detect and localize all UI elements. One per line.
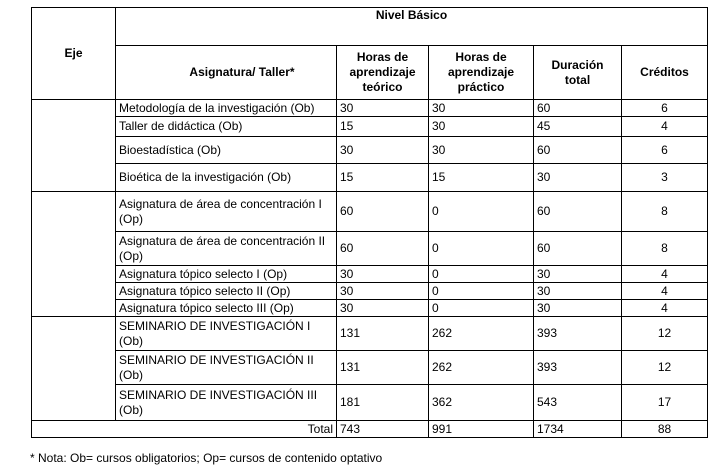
total-duracion: 1734 [534,421,622,438]
total-row [32,421,708,438]
total-label: Total [32,421,337,438]
subject-cell: Asignatura tópico selecto I (Op) [116,266,337,283]
subject-cell: Bioética de la investigación (Ob) [116,164,337,192]
table-row [32,317,708,351]
teorico-cell: 60 [337,232,429,266]
asignatura-header: Asignatura/ Taller* [116,46,337,100]
nivel-header: Nivel Básico [116,8,708,46]
total-practico: 991 [429,421,534,438]
table-row [32,164,708,192]
duracion-cell: 30 [534,283,622,300]
horas-teorico-header-line2: aprendizaje [349,65,416,79]
practico-cell: 30 [429,117,534,137]
horas-teorico-header-line1: Horas de [356,50,409,64]
creditos-cell: 4 [622,117,708,137]
practico-cell: 0 [429,266,534,283]
practico-cell: 30 [429,137,534,164]
creditos-cell: 8 [622,232,708,266]
creditos-cell: 4 [622,266,708,283]
creditos-cell: 4 [622,283,708,300]
practico-cell: 15 [429,164,534,192]
horas-practico-header-line3: práctico [457,80,505,94]
duracion-cell: 393 [534,317,622,351]
subject-cell: SEMINARIO DE INVESTIGACIÓN II (Ob) [116,351,337,385]
duracion-cell: 45 [534,117,622,137]
practico-cell: 0 [429,283,534,300]
table-row [32,100,708,117]
table-row [32,300,708,317]
subject-cell: SEMINARIO DE INVESTIGACIÓN III (Ob) [116,385,337,421]
subject-cell: Asignatura de área de concentración II (Op) [116,232,337,266]
duracion-header-line2: total [564,72,591,87]
creditos-cell: 12 [622,351,708,385]
duracion-cell: 30 [534,266,622,283]
duracion-cell: 60 [534,137,622,164]
creditos-cell: 4 [622,300,708,317]
teorico-cell: 60 [337,192,429,232]
duracion-cell: 60 [534,100,622,117]
total-teorico: 743 [337,421,429,438]
practico-cell: 0 [429,300,534,317]
curriculum-table [31,7,708,438]
practico-cell: 0 [429,232,534,266]
table-row [32,192,708,232]
subject-cell: Bioestadística (Ob) [116,137,337,164]
creditos-header: Créditos [622,46,708,100]
horas-practico-header [429,46,534,100]
teorico-cell: 181 [337,385,429,421]
duracion-cell: 543 [534,385,622,421]
duracion-cell: 60 [534,232,622,266]
teorico-cell: 30 [337,266,429,283]
teorico-cell: 30 [337,300,429,317]
teorico-cell: 30 [337,100,429,117]
eje-cell-group-2 [32,192,116,317]
teorico-cell: 15 [337,164,429,192]
creditos-cell: 3 [622,164,708,192]
practico-cell: 262 [429,351,534,385]
duracion-cell: 393 [534,351,622,385]
teorico-cell: 30 [337,137,429,164]
subject-cell: Asignatura tópico selecto II (Op) [116,283,337,300]
eje-cell-group-3 [32,317,116,421]
horas-practico-header-line2: aprendizaje [447,65,515,79]
teorico-cell: 131 [337,351,429,385]
total-creditos: 88 [622,421,708,438]
teorico-cell: 131 [337,317,429,351]
creditos-cell: 12 [622,317,708,351]
practico-cell: 0 [429,192,534,232]
horas-teorico-header-line3: teórico [362,80,403,94]
horas-practico-header-line1: Horas de [455,50,507,64]
eje-cell-group-1 [32,100,116,192]
teorico-cell: 30 [337,283,429,300]
subject-cell: Taller de didáctica (Ob) [116,117,337,137]
subject-cell: Metodología de la investigación (Ob) [116,100,337,117]
table-row [32,137,708,164]
table-row [32,385,708,421]
table-row [32,117,708,137]
creditos-cell: 8 [622,192,708,232]
creditos-cell: 6 [622,100,708,117]
practico-cell: 30 [429,100,534,117]
practico-cell: 262 [429,317,534,351]
practico-cell: 362 [429,385,534,421]
subject-cell: Asignatura de área de concentración I (Op) [116,192,337,232]
teorico-cell: 15 [337,117,429,137]
creditos-cell: 17 [622,385,708,421]
horas-teorico-header [337,46,429,100]
eje-header: Eje [32,8,116,100]
subject-cell: SEMINARIO DE INVESTIGACIÓN I (Ob) [116,317,337,351]
creditos-cell: 6 [622,137,708,164]
duracion-cell: 30 [534,300,622,317]
table-row [32,232,708,266]
duracion-header [534,46,622,100]
subject-cell: Asignatura tópico selecto III (Op) [116,300,337,317]
header-row-1 [32,8,708,46]
duracion-cell: 60 [534,192,622,232]
header-row-2 [32,46,708,100]
duracion-cell: 30 [534,164,622,192]
table-row [32,266,708,283]
footnote: * Nota: Ob= cursos obligatorios; Op= cursos de contenido optativo [30,451,383,465]
duracion-header-line1: Duración [551,57,604,72]
table-row [32,351,708,385]
table-row [32,283,708,300]
